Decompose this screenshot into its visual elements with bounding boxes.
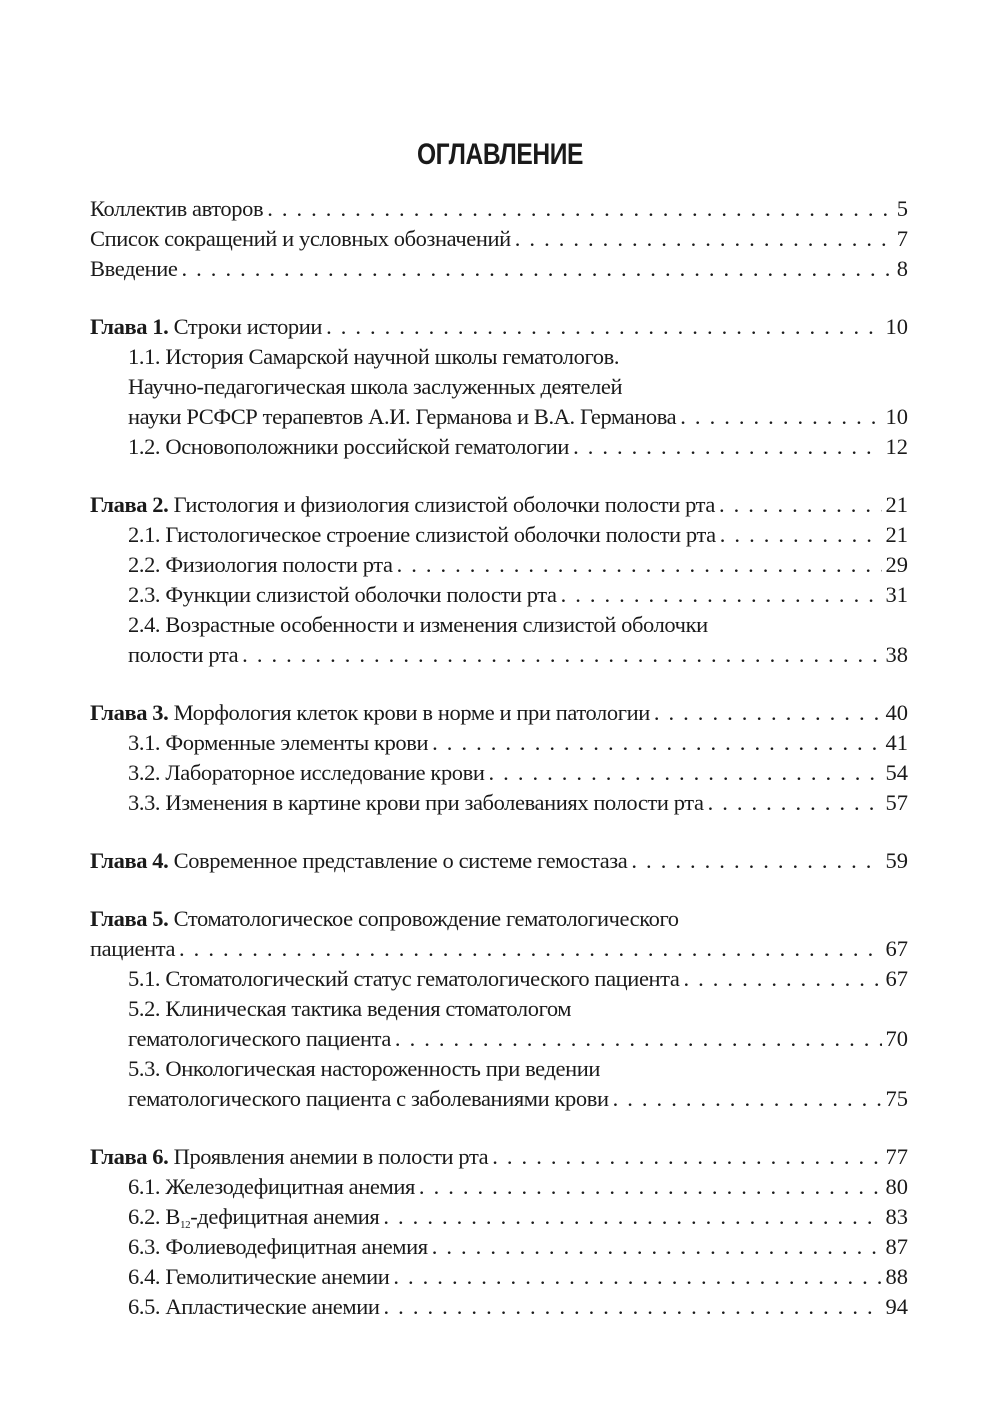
- entry-title: Проявления анемии в полости рта: [173, 1144, 489, 1169]
- page-number: 75: [885, 1086, 908, 1111]
- toc-entry-line[interactable]: [90, 640, 908, 670]
- entry-text: [128, 1084, 609, 1114]
- entry-title: 6.2. B: [128, 1204, 180, 1229]
- entry-text: [90, 846, 627, 876]
- entry-title: Стоматологическое сопровождение гематологического: [173, 906, 679, 931]
- entry-title: пациента: [90, 936, 176, 961]
- entry-text: [128, 1172, 415, 1202]
- dot-leader: [395, 1024, 882, 1054]
- entry-text: [128, 610, 708, 640]
- entry-text: [128, 372, 622, 402]
- entry-title: 5.2. Клиническая тактика ведения стоматологом: [128, 996, 572, 1021]
- entry-text: [90, 698, 650, 728]
- page-number: 94: [885, 1294, 908, 1319]
- entry-title: Введение: [90, 256, 178, 281]
- page-number: 38: [885, 642, 908, 667]
- entry-title: 2.4. Возрастные особенности и изменения слизистой оболочки: [128, 612, 708, 637]
- page-number: 41: [885, 730, 908, 755]
- dot-leader: [383, 1202, 881, 1232]
- toc-entry-line[interactable]: [90, 610, 908, 640]
- toc-group: [90, 312, 908, 462]
- toc-entry-line[interactable]: [90, 994, 908, 1024]
- dot-leader: [573, 432, 881, 462]
- entry-title: Морфология клеток крови в норме и при патологии: [173, 700, 650, 725]
- entry-text: [90, 490, 715, 520]
- chapter-label: Глава 2.: [90, 492, 169, 517]
- entry-title: гематологического пациента: [128, 1026, 391, 1051]
- toc-entry-line[interactable]: [90, 904, 908, 934]
- toc-entry-line[interactable]: [90, 964, 908, 994]
- toc-entry-line[interactable]: [90, 550, 908, 580]
- chapter-label: Глава 4.: [90, 848, 169, 873]
- entry-title: Гистология и физиология слизистой оболочки полости рта: [173, 492, 715, 517]
- entry-text: [90, 312, 322, 342]
- toc-entry-line[interactable]: [90, 1054, 908, 1084]
- page-number: 83: [885, 1204, 908, 1229]
- chapter-label: Глава 3.: [90, 700, 169, 725]
- dot-leader: [492, 1142, 881, 1172]
- dot-leader: [267, 194, 893, 224]
- entry-title: 6.3. Фолиеводефицитная анемия: [128, 1234, 428, 1259]
- toc-group: [90, 194, 908, 284]
- entry-text: [90, 904, 679, 934]
- toc-entry-line[interactable]: [90, 254, 908, 284]
- entry-text: [128, 758, 485, 788]
- entry-text: [128, 1292, 380, 1322]
- dot-leader: [719, 490, 882, 520]
- toc-group: [90, 846, 908, 876]
- dot-leader: [631, 846, 881, 876]
- dot-leader: [708, 788, 882, 818]
- page-number: 31: [885, 582, 908, 607]
- dot-leader: [419, 1172, 882, 1202]
- entry-text: [128, 964, 679, 994]
- toc-entry-line[interactable]: [90, 1142, 908, 1172]
- toc-entry-line[interactable]: [90, 698, 908, 728]
- dot-leader: [432, 728, 881, 758]
- toc-entry-line[interactable]: [90, 788, 908, 818]
- entry-text: [128, 788, 704, 818]
- page-title: ОГЛАВЛЕНИЕ: [416, 138, 584, 171]
- toc-entry-line[interactable]: [90, 1172, 908, 1202]
- entry-text: [128, 342, 619, 372]
- page-number: 67: [885, 966, 908, 991]
- dot-leader: [182, 254, 893, 284]
- page-number: 70: [885, 1026, 908, 1051]
- dot-leader: [683, 964, 881, 994]
- toc-group: [90, 698, 908, 818]
- toc-entry-line[interactable]: [90, 580, 908, 610]
- entry-title: 2.2. Физиология полости рта: [128, 552, 393, 577]
- dot-leader: [613, 1084, 882, 1114]
- entry-title: Список сокращений и условных обозначений: [90, 226, 511, 251]
- dot-leader: [242, 640, 881, 670]
- chapter-label: Глава 6.: [90, 1144, 169, 1169]
- toc-entry-line[interactable]: [90, 1024, 908, 1054]
- page-number: 21: [885, 522, 908, 547]
- page-number: 87: [885, 1234, 908, 1259]
- dot-leader: [561, 580, 882, 610]
- entry-text: [90, 194, 263, 224]
- entry-text: [128, 728, 428, 758]
- toc-entry-line[interactable]: [90, 372, 908, 402]
- entry-text: [90, 934, 175, 964]
- dot-leader: [654, 698, 882, 728]
- toc-entry-line[interactable]: [90, 490, 908, 520]
- entry-title: 5.3. Онкологическая настороженность при ведении: [128, 1056, 601, 1081]
- dot-leader: [515, 224, 893, 254]
- toc-entry-line[interactable]: [90, 312, 908, 342]
- entry-title: 5.1. Стоматологический статус гематологического пациента: [128, 966, 680, 991]
- page-number: 7: [896, 226, 908, 251]
- toc-entry-line[interactable]: [90, 194, 908, 224]
- toc-entry-line[interactable]: [90, 402, 908, 432]
- toc-group: [90, 490, 908, 670]
- entry-text: [128, 402, 676, 432]
- entry-title: науки РСФСР терапевтов А.И. Германова и В.А. Германова: [128, 404, 677, 429]
- entry-text: [128, 580, 557, 610]
- entry-text: [128, 1054, 600, 1084]
- toc-entry-line[interactable]: [90, 1292, 908, 1322]
- chapter-label: Глава 5.: [90, 906, 169, 931]
- page-number: 59: [885, 848, 908, 873]
- entry-title: Коллектив авторов: [90, 196, 264, 221]
- page-number: 77: [885, 1144, 908, 1169]
- entry-text: [128, 640, 238, 670]
- entry-title: Строки истории: [173, 314, 323, 339]
- dot-leader: [489, 758, 882, 788]
- page-number: 57: [885, 790, 908, 815]
- page-number: 67: [885, 936, 908, 961]
- page-number: 12: [885, 434, 908, 459]
- entry-text: [128, 1232, 428, 1262]
- page-number: 88: [885, 1264, 908, 1289]
- toc-entry-line[interactable]: [90, 758, 908, 788]
- page-number: 5: [896, 196, 908, 221]
- page-number: 10: [885, 314, 908, 339]
- entry-title: полости рта: [128, 642, 239, 667]
- entry-text: [128, 994, 571, 1024]
- entry-text: [128, 1024, 391, 1054]
- entry-text: [128, 1262, 389, 1292]
- entry-title: Научно-педагогическая школа заслуженных деятелей: [128, 374, 623, 399]
- toc-group: [90, 1142, 908, 1322]
- dot-leader: [432, 1232, 882, 1262]
- entry-title: гематологического пациента с заболеваниями крови: [128, 1086, 609, 1111]
- dot-leader: [393, 1262, 881, 1292]
- toc-group: [90, 904, 908, 1114]
- dot-leader: [179, 934, 881, 964]
- entry-title: 3.2. Лабораторное исследование крови: [128, 760, 485, 785]
- entry-title: 2.3. Функции слизистой оболочки полости рта: [128, 582, 557, 607]
- toc-entry-line[interactable]: [90, 342, 908, 372]
- entry-title: 6.5. Апластические анемии: [128, 1294, 380, 1319]
- dot-leader: [384, 1292, 882, 1322]
- entry-text: [128, 520, 716, 550]
- chapter-label: Глава 1.: [90, 314, 169, 339]
- page-number: 10: [885, 404, 908, 429]
- entry-title: 1.2. Основоположники российской гематологии: [128, 434, 570, 459]
- toc-entry-line[interactable]: [90, 846, 908, 876]
- toc-entry-line[interactable]: [90, 934, 908, 964]
- entry-title: Современное представление о системе гемостаза: [173, 848, 628, 873]
- dot-leader: [680, 402, 881, 432]
- entry-title: 3.3. Изменения в картине крови при заболеваниях полости рта: [128, 790, 704, 815]
- toc-entry-line[interactable]: [90, 728, 908, 758]
- entry-title: 3.1. Форменные элементы крови: [128, 730, 429, 755]
- entry-title: 6.4. Гемолитические анемии: [128, 1264, 390, 1289]
- dot-leader: [720, 520, 882, 550]
- page-number: 80: [885, 1174, 908, 1199]
- page-number: 40: [885, 700, 908, 725]
- entry-text: [90, 254, 178, 284]
- toc-entry-line[interactable]: [90, 520, 908, 550]
- subscript: 12: [179, 1219, 191, 1231]
- dot-leader: [326, 312, 881, 342]
- page-number: 8: [896, 256, 908, 281]
- toc-entry-line[interactable]: [90, 1232, 908, 1262]
- page-number: 29: [885, 552, 908, 577]
- page-number: 54: [885, 760, 908, 785]
- entry-title: 6.1. Железодефицитная анемия: [128, 1174, 415, 1199]
- entry-title-rest: -дефицитная анемия: [190, 1204, 380, 1229]
- toc-entry-line[interactable]: [90, 224, 908, 254]
- entry-title: 2.1. Гистологическое строение слизистой оболочки полости рта: [128, 522, 716, 547]
- entry-title: 1.1. История Самарской научной школы гематологов.: [128, 344, 620, 369]
- page-number: 21: [885, 492, 908, 517]
- table-of-contents: [90, 194, 908, 1350]
- toc-entry-line[interactable]: [90, 1202, 908, 1232]
- toc-entry-line[interactable]: [90, 1262, 908, 1292]
- entry-text: [90, 1142, 488, 1172]
- toc-entry-line[interactable]: [90, 432, 908, 462]
- entry-text: [128, 432, 569, 462]
- dot-leader: [397, 550, 882, 580]
- toc-entry-line[interactable]: [90, 1084, 908, 1114]
- entry-text: [90, 224, 511, 254]
- entry-text: [128, 550, 393, 580]
